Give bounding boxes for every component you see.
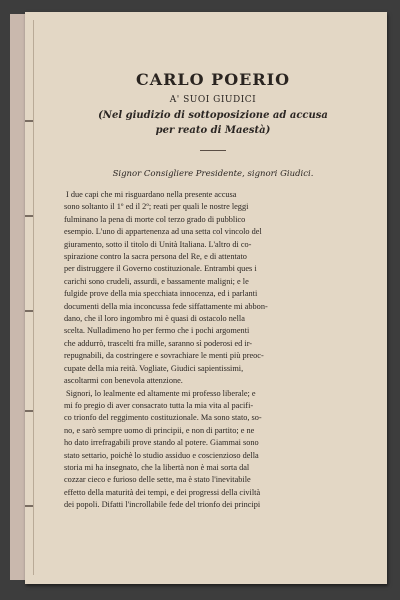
page-content xyxy=(52,70,374,512)
text-line: per distruggere il Governo costituzionale. Entrambi ques i xyxy=(64,264,257,274)
text-line: effetto della maturità dei tempi, e dei progressi della civiltà xyxy=(64,487,261,497)
text-line: no, e sarò sempre uomo di principii, e non di partito; e ne xyxy=(64,425,255,435)
text-line: co trionfo del reggimento costituzionale. Ma sono stato, so- xyxy=(64,413,262,423)
text-line: che addurrò, trascelti fra mille, saranno sì poderosi ed ir- xyxy=(64,338,253,348)
text-line: mi fo pregio di aver consacrato tutta la mia vita al pacifi- xyxy=(64,400,254,410)
text-line: ascoltarmi con benevola attenzione. xyxy=(64,376,183,386)
text-line: cupate della mia reità. Vogliate, Giudici sapientissimi, xyxy=(64,363,244,373)
document-subtitle: A' SUOI GIUDICI xyxy=(169,95,257,105)
stitch-hole xyxy=(25,215,33,217)
text-line: storia mi ha insegnato, che la libertà non è mai sorta dal xyxy=(64,462,250,472)
paragraph-1 xyxy=(52,189,374,388)
paragraph-2 xyxy=(52,388,374,512)
document-title: CARLO POERIO xyxy=(135,70,291,89)
text-line: giuramento, sotto il titolo di Unità Italiana. L'altro di co- xyxy=(64,239,252,249)
text-line: ho dato irrefragabili prove stando al potere. Giammai sono xyxy=(64,438,259,448)
stitch-hole xyxy=(25,505,33,507)
heading-line: per reato di Maestà) xyxy=(155,125,271,136)
text-line: documenti della mia inconcussa fede siffattamente mi abbon- xyxy=(64,301,268,311)
text-line: spirazione contro la sacra persona del Re, e di attentato xyxy=(64,252,247,262)
text-line: carichi sono crudeli, assurdi, e bassamente maligni; e le xyxy=(64,276,249,286)
text-line: fulminano la pena di morte col terzo grado di pubblico xyxy=(64,214,246,224)
text-line: Signori, lo lealmente ed altamente mi professo liberale; e xyxy=(66,388,256,398)
stitch-hole xyxy=(25,120,33,122)
divider-rule xyxy=(200,150,226,151)
text-line: cozzar cieco e furioso delle sette, ma è stato l'inevitabile xyxy=(64,475,251,485)
binding-fold xyxy=(33,20,34,575)
text-line: I due capi che mi risguardano nella presente accusa xyxy=(66,190,237,199)
heading-line: (Nel giudizio di sottoposizione ad accusa xyxy=(98,110,328,121)
text-line: repugnabili, da costringere e sovrachiare le menti più preoc- xyxy=(64,351,264,361)
text-line: esempio. L'uno di appartenenza ad una setta col vincolo del xyxy=(64,227,262,237)
text-line: dano, che il loro ingombro mi è quasi di ostacolo nella xyxy=(64,314,245,324)
stitch-hole xyxy=(25,410,33,412)
text-line: fulgide prove della mia specchiata innocenza, ed i parlanti xyxy=(64,289,258,299)
text-line: dei popoli. Difatti l'incrollabile fede del trionfo dei principi xyxy=(64,500,261,510)
stitch-hole xyxy=(25,310,33,312)
salutation: Signor Consigliere Presidente, signori Giudici. xyxy=(112,169,314,179)
text-line: scelta. Nulladimeno ho per fermo che i pochi argomenti xyxy=(64,326,250,336)
text-line: sono soltanto il 1º ed il 2º; reati per quali le nostre leggi xyxy=(64,202,249,212)
text-line: stato settario, poichè lo studio assiduo e coscienzioso della xyxy=(64,450,259,460)
document-heading xyxy=(52,108,374,138)
